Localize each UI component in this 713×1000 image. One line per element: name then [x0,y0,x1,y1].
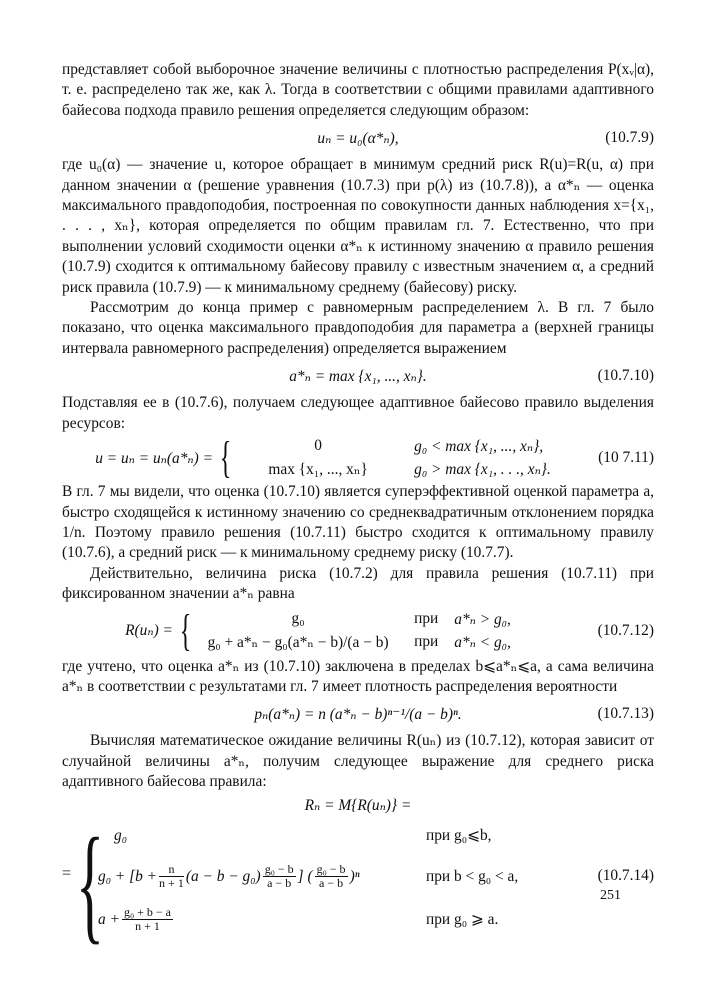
case-1-value: 0 [314,437,322,455]
case-3 [98,901,568,939]
equals-sign: = [62,864,72,882]
denominator: a − b [319,876,344,891]
paragraph-4: Подставляя ее в (10.7.6), получаем следующее адаптивное байесово правило выделения ресурсов: [62,394,654,432]
case-1-value: g₀ [114,826,128,844]
denominator: n + 1 [159,876,184,891]
equation-expr: pₙ(a*ₙ) = n (a*ₙ − b)ⁿ⁻¹/(a − b)ⁿ. [254,705,462,723]
case-1 [98,819,568,853]
case-2-condition: a*ₙ < g₀, [454,633,511,651]
case-1-condition: g₀ < max {x₁, ..., xₙ}, [414,438,544,456]
fraction-h [315,863,348,890]
case-2-part-c: ] ( [297,867,313,885]
case-2-part-d: )ⁿ [349,867,360,885]
equation-10-7-12 [62,605,654,657]
denominator: n + 1 [135,919,160,934]
page-number: 251 [600,888,621,903]
equation-expr: uₙ = u₀(α*ₙ), [317,129,399,147]
paragraph-8: Вычисляя математическое ожидание величины R(uₙ) из (10.7.12), которая зависит от случайной величины a*ₙ, получим следующее выражение для среднего риска адаптивного байесова правила: [62,732,654,791]
equation-10-7-10 [62,359,654,393]
case-1-condition: при g₀⩽b, [426,827,492,845]
case-2-value: g₀ + a*ₙ − g₀(a*ₙ − b)/(a − b) [207,633,389,651]
numerator: g₀ − b [316,862,346,877]
fraction-c3 [122,906,173,933]
equation-lhs: u = uₙ = uₙ(a*ₙ) = [95,449,214,467]
case-2-condition: при b < g₀ < a, [426,867,519,885]
equation-10-7-13 [62,697,654,731]
left-brace: { [219,433,232,483]
case-2-word: при [414,632,439,650]
case-1-condition: a*ₙ > g₀, [454,610,511,628]
paragraph-2: где u₀(α) — значение u, которое обращает в минимум средний риск R(u)=R(u, α) при данном значении α (решение уравнения (10.7.3) при p(λ) из (10.7.8)), а α*ₙ — оценка максимального правдоподобия, построенная по совокупности данных наблюдения x={x₁, . . . , xₙ}, которая определяется по общим правилам гл. 7. Естественно, что при выполнении условий сходимости оценки α*ₙ к истинному значению α правило решения (10.7.9) сходится к оптимальному байесову правилу с известным значением α, а средний риск правила (10.7.9) — к минимальному среднему (байесову) риску. [62,156,654,296]
equation-number: (10.7.12) [597,621,654,639]
case-2-condition: g₀ > max {x₁, . . ., xₙ}. [414,461,551,479]
equation-expr: a*ₙ = max {x₁, ..., xₙ}. [289,367,427,385]
numerator: g₀ + b − a [123,905,171,920]
equation-number: (10.7.14) [597,866,654,884]
paragraph-7: где учтено, что оценка a*ₙ из (10.7.10) заключена в пределах b⩽a*ₙ⩽a, а сама величина a*ₙ в соответствии с результатами гл. 7 имеет плотность распределения вероятности [62,657,654,695]
equation-number: (10.7.9) [605,129,654,147]
equation-10-7-14 [62,811,654,956]
equation-10-7-14-head [62,793,654,819]
case-2-part-b: (a − b − g₀) [185,867,261,885]
paragraph-1: представляет собой выборочное значение величины с плотностью распределения P(xᵥ|α), т. е. распределено так же, как λ. Тогда в соответствии с общими правилами адаптивного байесова подхода правило решения определяется следующим образом: [62,61,654,119]
fraction-n [159,863,184,890]
case-2-value: max {x₁, ..., xₙ} [268,461,368,479]
case-2 [98,853,568,901]
equation-lhs: R(uₙ) = [125,622,173,640]
case-3-condition: при g₀ ⩾ a. [426,911,499,929]
equation-10-7-11 [62,434,654,482]
left-brace: { [76,811,105,956]
case-1-value: g₀ [291,609,305,627]
numerator: n [159,863,184,877]
page-body [62,60,654,956]
left-brace: { [179,605,192,655]
case-1-word: при [414,609,439,627]
case-2-part-a: g₀ + [b + [98,867,158,885]
equation-number: (10.7.13) [597,705,654,723]
paragraph-5: В гл. 7 мы видели, что оценка (10.7.10) является суперэффективной оценкой параметра a, быстро сходящейся к истинному значению со среднеквадратичным отклонением порядка 1/n. Поэтому правило решения (10.7.11) быстро сходится к оптимальному правилу (10.7.6), а средний риск — к минимальному среднему риску (10.7.7). [62,483,654,562]
denominator: a − b [267,876,292,891]
numerator: g₀ − b [264,862,294,877]
case-3-part-a: a + [98,910,120,928]
equation-head: Rₙ = M{R(uₙ)} = [304,797,412,815]
equation-10-7-9 [62,121,654,155]
paragraph-3: Рассмотрим до конца пример с равномерным распределением λ. В гл. 7 было показано, что оценка максимального правдоподобия для параметра a (верхней границы интервала равномерного распределения) определяется выражением [62,299,654,357]
equation-number: (10.7.10) [597,367,654,385]
fraction-g [263,863,296,890]
equation-number: (10 7.11) [598,449,654,467]
paragraph-6: Действительно, величина риска (10.7.2) для правила решения (10.7.11) при фиксированном значении a*ₙ равна [62,564,654,603]
